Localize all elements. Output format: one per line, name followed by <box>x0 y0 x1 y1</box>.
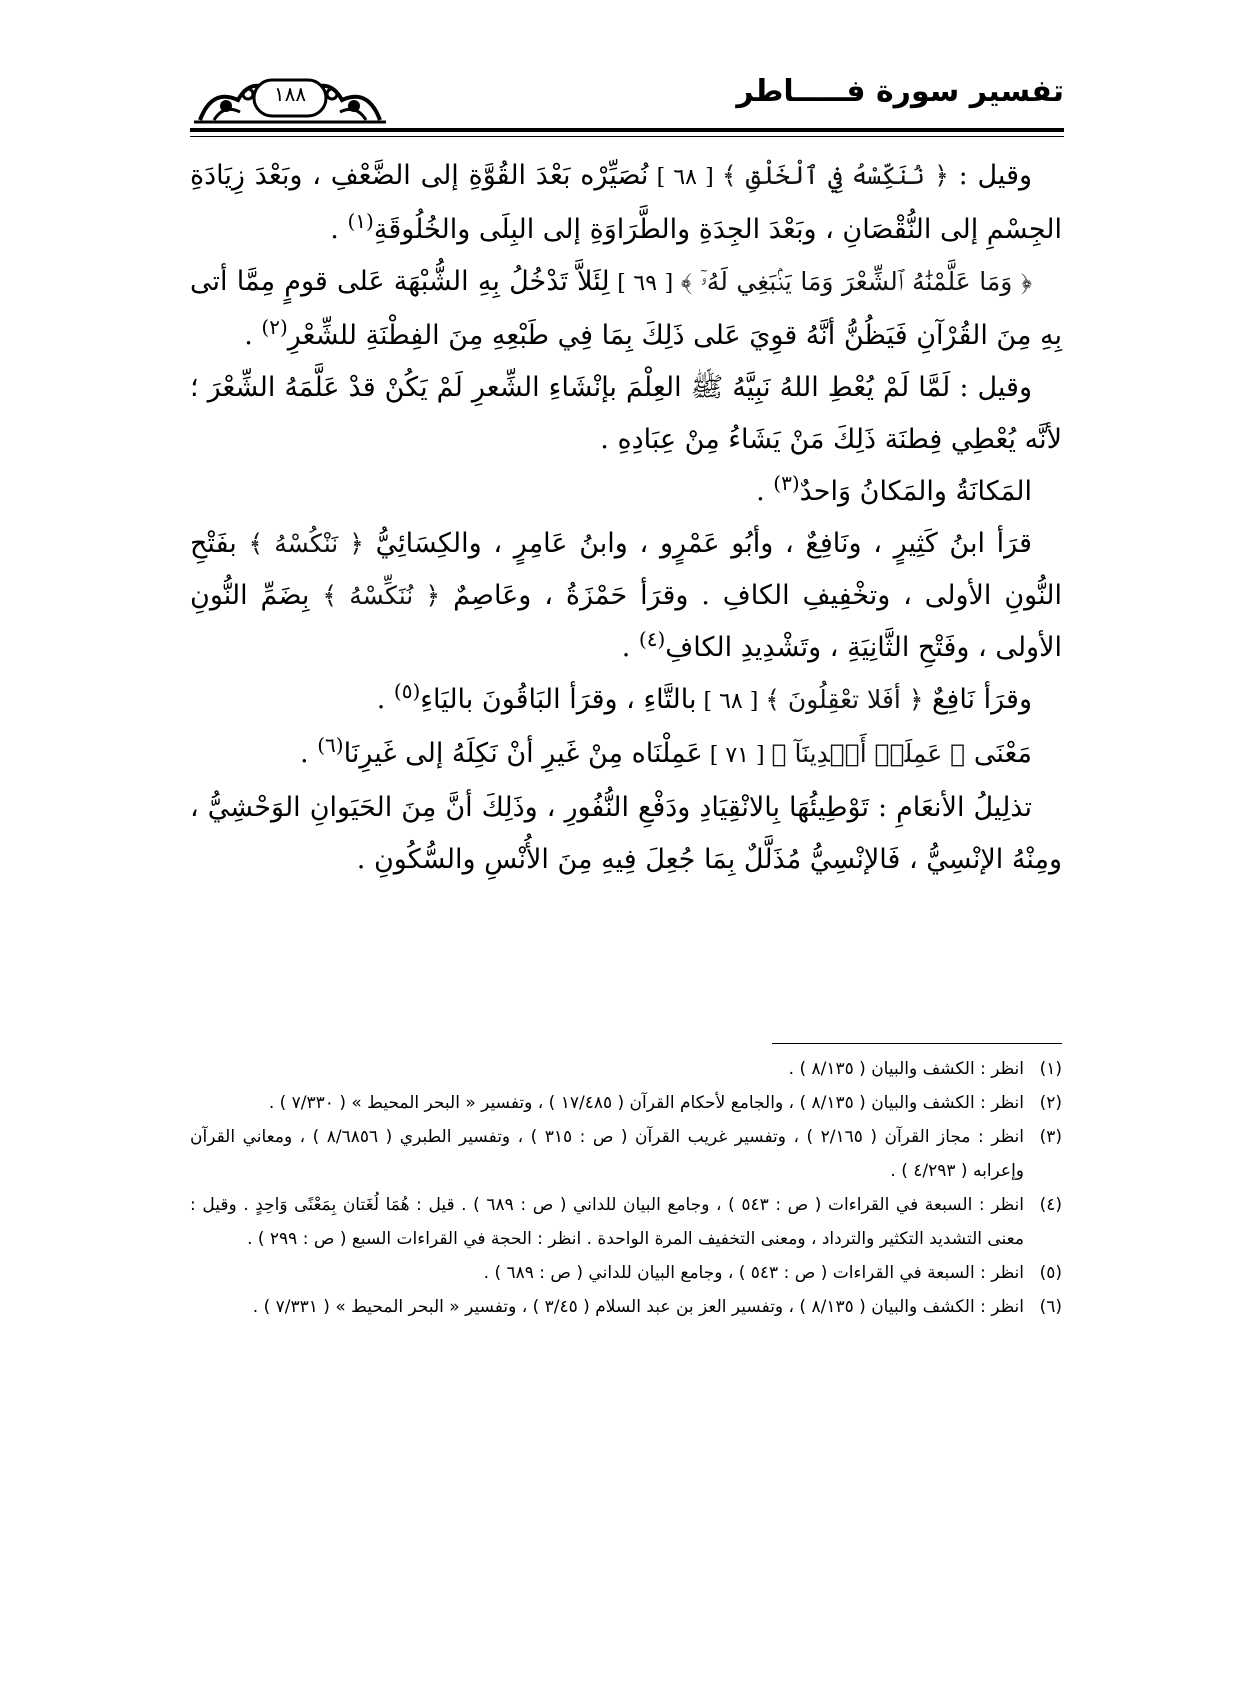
p4-text: المَكانَةُ والمَكانُ وَاحدٌ <box>799 476 1032 507</box>
footnote-ref-4[interactable]: (٤) <box>638 627 666 651</box>
footnote-separator <box>772 1043 1062 1044</box>
paragraph-8: تذلِيلُ الأنعَامِ : تَوْطِيئُهَا بِالانْقِيَادِ ودَفْعِ النُّفُورِ ، وذَلِكَ أنَّ مِنَ الحَيَوانِ الوَحْشِيُّ ، ومِنْهُ الإنْسِيُّ ، فَالإنْسِيُّ مُذَلَّلٌ بِمَا جُعِلَ فِيهِ مِنَ الأُنْسِ والسُّكُونِ . <box>190 792 1062 875</box>
footnotes <box>190 1052 1062 1324</box>
footnote-number: (١) <box>1039 1059 1062 1079</box>
footnote-text: انظر : السبعة في القراءات ( ص : ٥٤٣ ) ، وجامع البيان للداني ( ص : ٦٨٩ ) . قيل : هُمَا لُغَتان بِمَعْنًى وَاحِدٍ . وقيل : معنى التشديد التكثير والترداد ، ومعنى التخفيف المرة الواحدة . انظر : الحجة في القراءات السبع ( ص : ٢٩٩ ) . <box>190 1195 1024 1249</box>
footnote-ref-3[interactable]: (٣) <box>773 471 800 495</box>
footnote-number: (٦) <box>1039 1297 1062 1317</box>
footnote-text: انظر : الكشف والبيان ( ٨/١٣٥ ) ، وتفسير العز بن عبد السلام ( ٣/٤٥ ) ، وتفسير « البحر المحيط » ( ٧/٣٣١ ) . <box>252 1297 1024 1317</box>
p4-end: . <box>756 476 774 507</box>
p2-text: لِئَلاَّ تَدْخُلُ بِهِ الشُّبْهَة عَلى قومٍ مِمَّا أتى بِهِ مِنَ القُرْآنِ فَيَظُنُّ أنَّهُ قوِيَ عَلى ذَلِكَ بِمَا فِي طَبْعِهِ مِنَ الفِطْنَةِ للشِّعْرِ <box>190 266 1062 351</box>
footnote-1 <box>190 1052 1062 1086</box>
p5-quran-quote-1: ﴿ نَنْكُسْهُ ﴾ <box>248 529 364 558</box>
page-number: ١٨٨ <box>273 82 307 106</box>
footnote-number: (٢) <box>1039 1093 1062 1113</box>
p1-lead: وقيل : <box>948 160 1033 191</box>
p5-text-a: قرَأ ابنُ كَثِيرٍ ، ونَافِعٌ ، وأبُو عَمْرٍو ، وابنُ عَامِرٍ ، والكِسَائِيُّ <box>363 528 1032 559</box>
p1-quran-quote: ﴿ نُنَكِّسْهُ فِي ٱلْخَلْقِ ﴾ <box>721 161 949 190</box>
p2-end: . <box>244 320 262 351</box>
footnote-text: انظر : السبعة في القراءات ( ص : ٥٤٣ ) ، وجامع البيان للداني ( ص : ٦٨٩ ) . <box>483 1263 1024 1283</box>
footnote-3 <box>190 1120 1062 1188</box>
paragraph-5 <box>190 518 1062 674</box>
footnote-ref-6[interactable]: (٦) <box>317 733 344 757</box>
p2-verse-ref: [ ٦٩ ] <box>609 271 681 296</box>
footnote-number: (٤) <box>1039 1195 1062 1215</box>
p7-text: عَمِلْنَاه مِنْ غَيرِ أنْ نَكِلَهُ إلى غَيرِنَا <box>343 738 703 769</box>
footnote-text: انظر : الكشف والبيان ( ٨/١٣٥ ) ، والجامع لأحكام القرآن ( ١٧/٤٨٥ ) ، وتفسير « البحر المحيط » ( ٧/٣٣٠ ) . <box>268 1093 1024 1113</box>
p6-lead: وقرَأ نَافِعٌ <box>923 684 1032 715</box>
p6-end: . <box>376 684 394 715</box>
p1-end: . <box>330 214 348 245</box>
main-text <box>190 150 1062 886</box>
footnote-text: انظر : مجاز القرآن ( ٢/١٦٥ ) ، وتفسير غريب القرآن ( ص : ٣١٥ ) ، وتفسير الطبري ( ٨/٦٨٥٦ ) ، ومعاني القرآن وإعرابه ( ٤/٢٩٣ ) . <box>190 1127 1025 1181</box>
p5-text-b: بفَتْحِ النُّونِ الأولى ، وتخْفِيفِ الكافِ . وقرَأ حَمْزَةُ ، وعَاصِمٌ <box>190 528 1062 611</box>
paragraph-4 <box>190 466 1062 518</box>
p6-verse-ref: [ ٦٨ ] <box>696 689 766 714</box>
paragraph-1 <box>190 150 1062 256</box>
p6-quran-quote: ﴿ أفَلا تعْقِلُونَ ﴾ <box>765 685 924 714</box>
footnote-ref-2[interactable]: (٢) <box>261 315 288 339</box>
p6-text: بالتَّاءِ ، وقرَأ البَاقُونَ باليَاءِ <box>420 684 697 715</box>
footnote-ref-5[interactable]: (٥) <box>393 679 421 703</box>
p7-quran-quote: ﴿ عَمِلَتۡ أَيۡدِينَآ ﴾ <box>771 739 966 768</box>
page-header <box>190 70 1064 128</box>
p7-verse-ref: [ ٧١ ] <box>702 743 772 768</box>
footnote-number: (٣) <box>1039 1127 1062 1147</box>
footnote-4 <box>190 1188 1062 1256</box>
footnote-text: انظر : الكشف والبيان ( ٨/١٣٥ ) . <box>788 1059 1024 1079</box>
p7-lead: مَعْنَى <box>965 738 1032 769</box>
footnote-ref-1[interactable]: (١) <box>347 209 374 233</box>
p1-text: نُصَيِّرْه بَعْدَ القُوَّةِ إلى الضَّعْفِ ، وبَعْدَ زِيَادَةِ الجِسْمِ إلى النُّقْصَانِ ، وبَعْدَ الجِدَةِ والطَّرَاوَةِ إلى البِلَى والخُلُوقَةِ <box>190 160 1062 245</box>
header-thick-rule <box>190 128 1064 132</box>
paragraph-6 <box>190 674 1062 728</box>
p7-end: . <box>300 738 318 769</box>
footnote-number: (٥) <box>1039 1263 1062 1283</box>
p5-text-c: بِضَمِّ النُّونِ الأولى ، وفَتْحِ الثَّانِيَةِ ، وتَشْدِيدِ الكافِ <box>190 580 1062 663</box>
p2-quran-quote: ﴿ وَمَا عَلَّمْنَٰهُ ٱلشِّعْرَ وَمَا يَنۢبَغِي لَهُۥٓ ﴾ <box>680 267 1032 296</box>
header-thin-rule <box>190 136 1064 137</box>
p5-quran-quote-2: ﴿ نُنَكِّسْهُ ﴾ <box>322 581 441 610</box>
paragraph-3: وقيل : لَمَّا لَمْ يُعْطِ اللهُ نَبِيَّهُ ﷺ العِلْمَ بإنْشَاءِ الشِّعرِ لَمْ يَكُنْ قدْ عَلَّمَهُ الشِّعْرَ ؛ لأنَّه يُعْطِي فِطنَة ذَلِكَ مَنْ يَشَاءُ مِنْ عِبَادِهِ . <box>190 372 1062 455</box>
p1-verse-ref: [ ٦٨ ] <box>648 165 722 190</box>
paragraph-2 <box>190 256 1062 362</box>
page-number-ornament <box>190 70 390 128</box>
paragraph-7 <box>190 728 1062 782</box>
footnote-5 <box>190 1256 1062 1290</box>
footnote-6 <box>190 1290 1062 1324</box>
p5-end: . <box>621 632 639 663</box>
footnote-2 <box>190 1086 1062 1120</box>
page-title: تفسير سورة فـــــاطر <box>736 74 1064 109</box>
